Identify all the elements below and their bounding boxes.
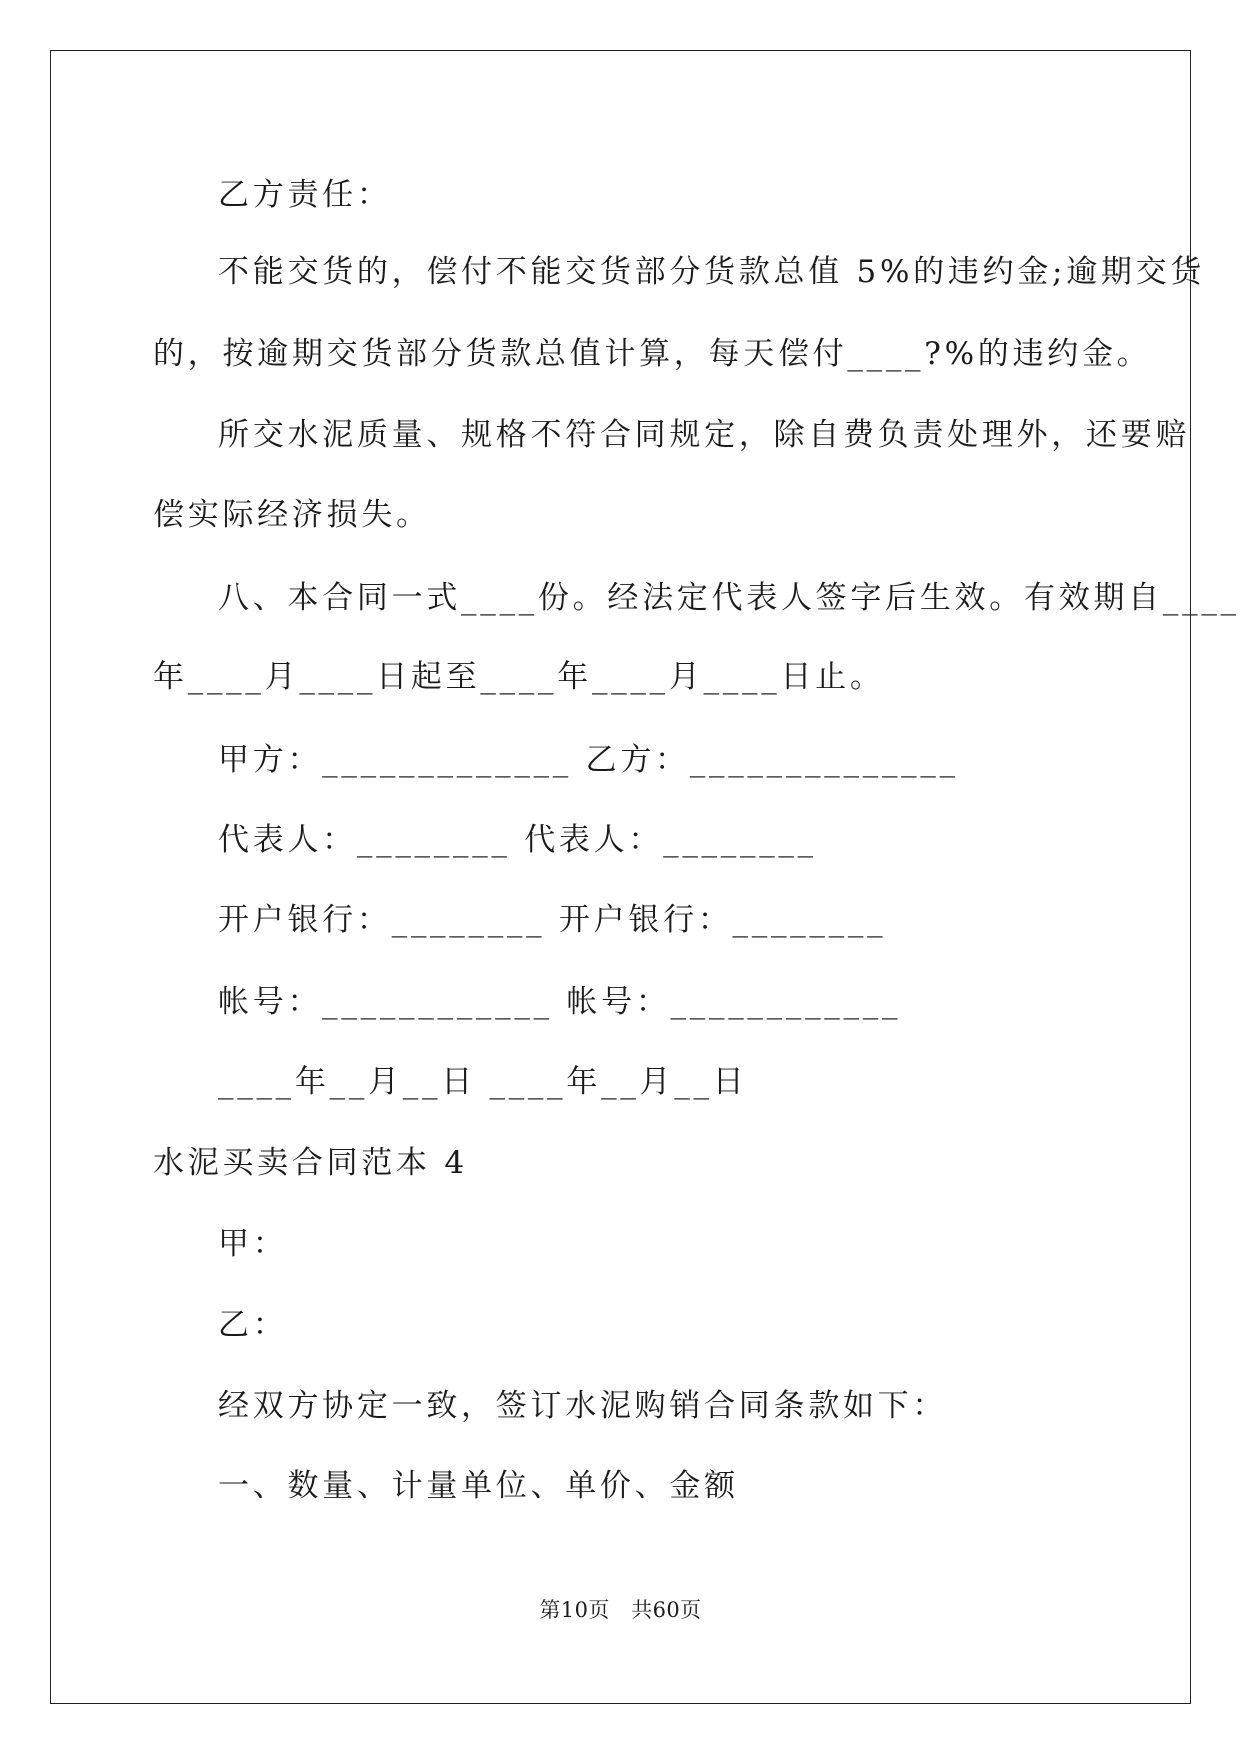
- signature-bank-row: 开户银行：________ 开户银行：________: [218, 902, 887, 938]
- paragraph-line: 经双方协定一致，签订水泥购销合同条款如下：: [218, 1388, 948, 1424]
- paragraph-line: 不能交货的，偿付不能交货部分货款总值 5%的违约金;逾期交货: [218, 254, 1206, 290]
- heading-party-b-responsibility: 乙方责任：: [218, 177, 392, 213]
- party-b-label: 乙：: [218, 1307, 288, 1343]
- party-a-label: 甲：: [218, 1226, 288, 1262]
- signature-account-row: 帐号：____________ 帐号：____________: [218, 984, 902, 1020]
- paragraph-line: 八、本合同一式____份。经法定代表人签字后生效。有效期自____: [218, 580, 1240, 616]
- page-border: [50, 50, 1191, 1704]
- page-number-footer: 第10页 共60页: [539, 1598, 702, 1622]
- paragraph-line: 的，按逾期交货部分货款总值计算，每天偿付____?%的违约金。: [153, 336, 1152, 372]
- signature-representative-row: 代表人：________ 代表人：________: [218, 822, 817, 858]
- paragraph-line: 偿实际经济损失。: [153, 497, 431, 533]
- signature-party-row: 甲方：_____________ 乙方：______________: [218, 742, 959, 778]
- paragraph-line: 年____月____日起至____年____月____日止。: [153, 659, 885, 695]
- paragraph-line: 所交水泥质量、规格不符合同规定，除自费负责处理外，还要赔: [218, 417, 1191, 453]
- section-title: 水泥买卖合同范本 4: [153, 1145, 468, 1181]
- signature-date-row: ____年__月__日 ____年__月__日: [218, 1064, 748, 1100]
- clause-heading: 一、数量、计量单位、单价、金额: [218, 1468, 739, 1504]
